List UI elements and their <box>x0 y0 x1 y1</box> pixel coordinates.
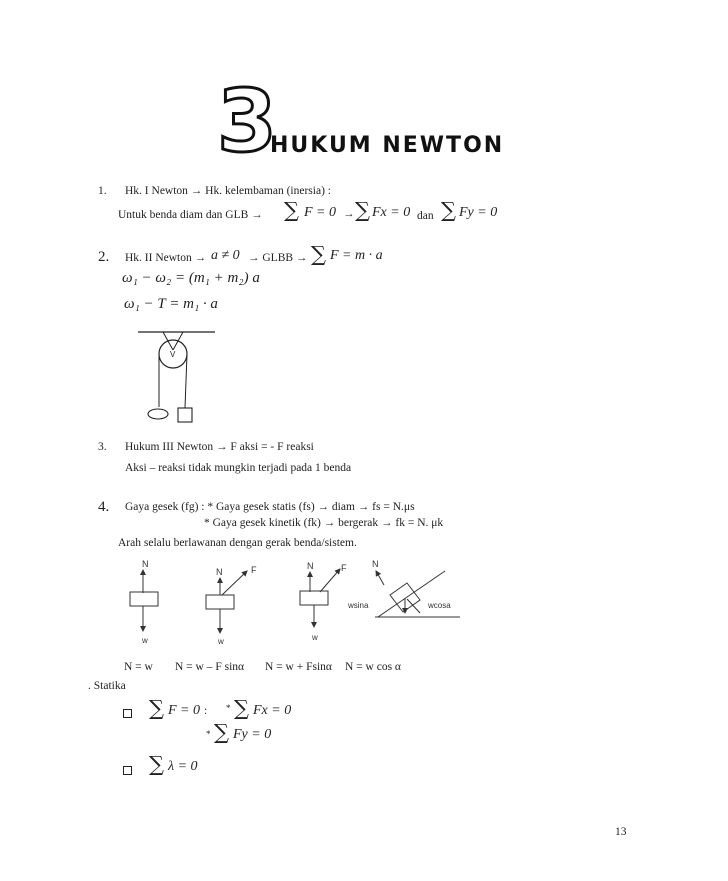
sigma-symbol: ∑ <box>149 752 164 776</box>
equation-f-ma: F = m · a <box>330 248 383 263</box>
statika-eq-fx: Fx = 0 <box>253 703 292 718</box>
label-w: w <box>142 636 148 645</box>
sigma-symbol: ∑ <box>441 198 456 222</box>
checkbox-bullet <box>123 704 138 722</box>
label-w: w <box>312 633 318 642</box>
sigma-symbol: ∑ <box>149 696 164 720</box>
section-1-text: Untuk benda diam dan GLB → <box>118 209 263 221</box>
condition-a-nonzero: a ≠ 0 <box>211 248 240 263</box>
force-diagrams <box>110 555 470 655</box>
sigma-symbol: ∑ <box>214 720 229 744</box>
diagram-4 <box>347 559 460 617</box>
checkbox-bullet <box>123 761 138 779</box>
chapter-number: 3 <box>217 72 275 172</box>
sigma-symbol: ∑ <box>311 242 326 266</box>
page-number: 13 <box>615 826 627 838</box>
equation-2: ω₁ − T = m₁ · a <box>124 296 218 312</box>
section-2-title: Hk. II Newton → <box>125 252 207 264</box>
section-3-number: 3. <box>98 441 107 453</box>
section-3-title: Hukum III Newton → F aksi = - F reaksi <box>125 441 314 453</box>
chapter-title: HUKUM NEWTON <box>270 133 505 158</box>
section-1-title: Hk. I Newton → Hk. kelembaman (inersia) : <box>125 185 331 197</box>
normal-4: N = w cos α <box>345 661 401 673</box>
label-w: w <box>218 637 224 646</box>
section-4-note: Arah selalu berlawanan dengan gerak benda/sistem. <box>118 537 357 549</box>
section-statika-title: . Statika <box>88 680 126 692</box>
section-1-number: 1. <box>98 185 107 197</box>
text-dan: dan <box>417 210 434 222</box>
statika-eq-fy: Fy = 0 <box>233 727 272 742</box>
label-f: F <box>251 565 257 575</box>
normal-3: N = w + Fsinα <box>265 661 332 673</box>
pulley-diagram <box>135 322 225 427</box>
section-4-number: 4. <box>98 499 110 515</box>
arrow: → <box>343 208 355 220</box>
label-wsina: wsina <box>348 601 369 610</box>
colon: : <box>204 705 208 717</box>
pulley-label: V <box>170 350 176 359</box>
section-3-note: Aksi – reaksi tidak mungkin terjadi pada 1 benda <box>125 462 352 474</box>
sigma-symbol: ∑ <box>284 198 299 222</box>
normal-1: N = w <box>124 661 153 673</box>
equation-sum-f: F = 0 <box>304 205 336 220</box>
sigma-symbol: ∑ <box>234 696 249 720</box>
label-n: N <box>307 561 314 571</box>
star: * <box>206 729 211 739</box>
normal-2: N = w – F sinα <box>175 661 245 673</box>
sigma-symbol: ∑ <box>355 198 370 222</box>
diagram-3 <box>300 561 347 642</box>
statika-eq-lambda: λ = 0 <box>168 759 198 774</box>
diagram-2 <box>206 565 257 646</box>
label-f: F <box>341 563 347 573</box>
equation-sum-fy: Fy = 0 <box>459 205 498 220</box>
diagram-1 <box>130 559 158 645</box>
statika-eq-f: F = 0 <box>168 703 200 718</box>
section-4-line1: Gaya gesek (fg) : * Gaya gesek statis (fs) → diam → fs = N.μs <box>125 501 415 513</box>
glbb-text: → GLBB → <box>248 252 308 264</box>
equation-1: ω₁ − ω₂ = (m₁ + m₂) a <box>122 270 260 286</box>
label-n: N <box>216 567 223 577</box>
label-n: N <box>142 559 149 569</box>
label-n: N <box>372 559 379 569</box>
label-wcosa: wcosa <box>428 601 451 610</box>
section-4-line2: * Gaya gesek kinetik (fk) → bergerak → fk = N. μk <box>204 517 444 529</box>
star: * <box>226 703 231 713</box>
equation-sum-fx: Fx = 0 <box>372 205 411 220</box>
section-2-number: 2. <box>98 249 110 265</box>
